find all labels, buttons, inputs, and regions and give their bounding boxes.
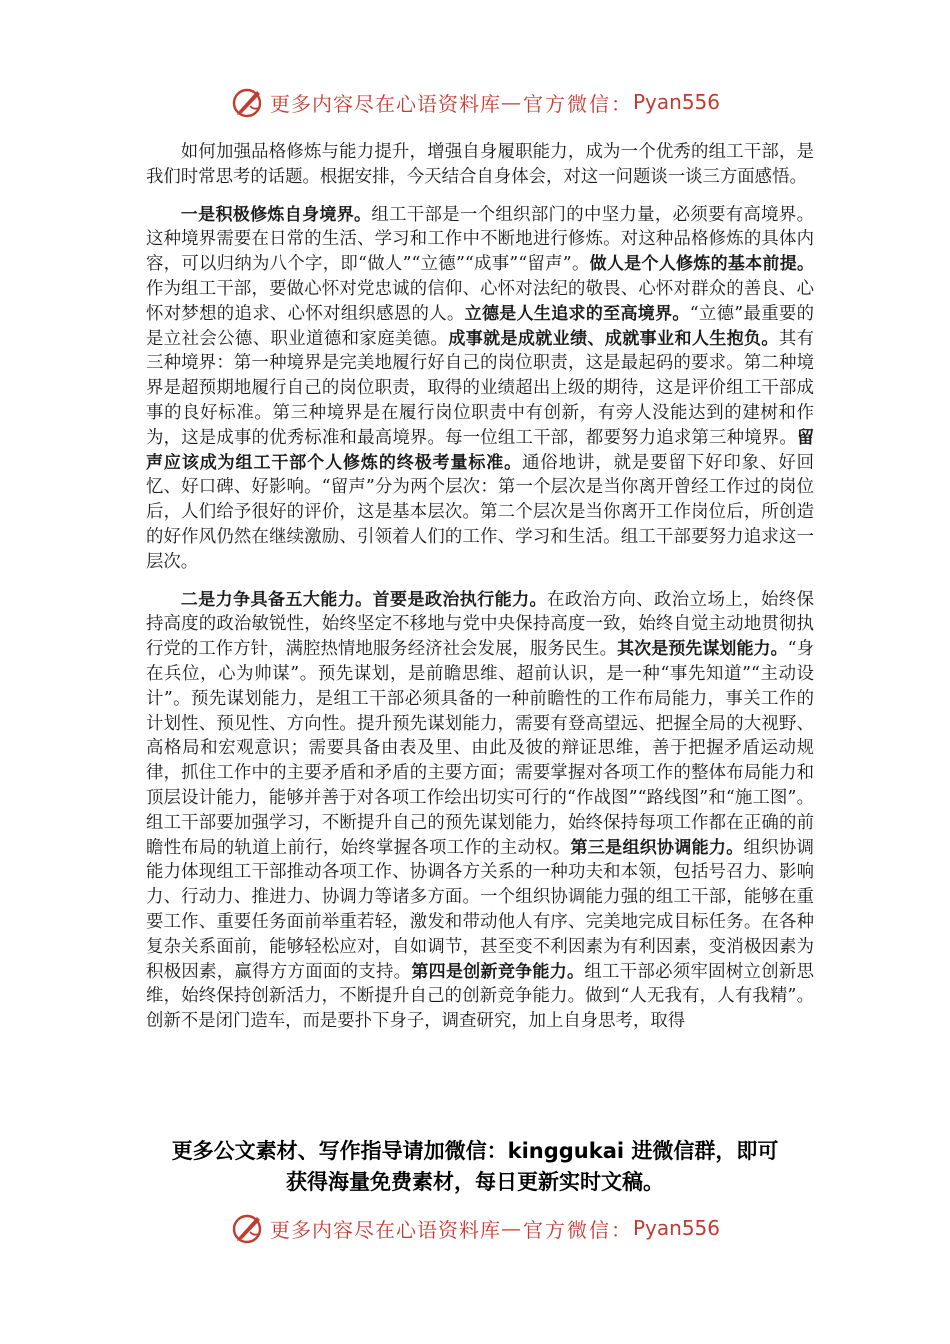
pen-logo-icon (230, 84, 266, 120)
watermark-header (0, 82, 950, 122)
promo-line-2: 获得海量免费素材，每日更新实时文稿。 (286, 1170, 664, 1194)
section-2-text-2: “身在兵位，心为帅谋”。预先谋划，是前瞻思维、超前认识，是一种“事先知道”“主动设计”。预先谋划能力，是组工干部必须具备的一种前瞻性的工作布局能力，事关工作的计划性、预见性、方向性。提升预先谋划能力，需要有登高望远、把握全局的大视野、高格局和宏观意识；需要具备由表及里、由此及彼的辩证思维，善于把握矛盾运动规律，抓住工作中的主要矛盾和矛盾的主要方面；需要掌握对各项工作的整体布局能力和顶层设计能力，能够并善于对各项工作绘出切实可行的“作战图”“路线图”和“施工图”。组工干部要加强学习，不断提升自己的预先谋划能力，始终保持每项工作都在正确的前瞻性布局的轨道上前行，始终掌握各项工作的主动权。 (146, 639, 814, 858)
section-2-bold-1: 其次是预先谋划能力。 (617, 639, 788, 660)
pen-logo-icon (230, 1210, 266, 1246)
section-2-paragraph (146, 588, 814, 1034)
section-1-text-3: “立德”最重要的是立社会公德、职业道德和家庭美德。 (146, 303, 814, 349)
watermark-official-label: 官方微信： (522, 91, 633, 116)
section-1-bold-2: 立德是人生追求的至高境界。 (464, 303, 690, 324)
section-1-paragraph (146, 203, 814, 575)
section-1-bold-1: 做人是个人修炼的基本前提。 (589, 254, 814, 275)
section-2-text-3: 组织协调能力体现组工干部推动各项工作、协调各方关系的一种功夫和本领，包括号召力、影响力、行动力、推进力、协调力等诸多方面。一个组织协调能力强的组工干部，能够在重要工作、重要任务面前举重若轻，激发和带动他人有序、完美地完成目标任务。在各种复杂关系面前，能够轻松应对，自如调节，甚至变不利因素为有利因素，变消极因素为积极因素，赢得方方面面的支持。 (146, 837, 814, 982)
watermark-main-text: 更多内容尽在心语资料库 (269, 91, 501, 116)
section-2-text-1: 在政治方向、政治立场上，始终保持高度的政治敏锐性，始终坚定不移地与党中央保持高度一致，始终自觉主动地贯彻执行党的工作方针，满腔热情地服务经济社会发展，服务民生。 (146, 589, 814, 660)
watermark-handle-footer: Pyan556 (632, 1216, 720, 1240)
watermark-dash: — (500, 90, 523, 114)
promo-banner (100, 1136, 850, 1198)
section-1-text-5: 通俗地讲，就是要留下好印象、好回忆、好口碑、好影响。“留声”分为两个层次：第一个层次是当你离开曾经工作过的岗位后，人们给予很好的评价，这是基本层次。第二个层次是当你离开工作岗位后，所创造的好作风仍然在继续激励、引领着人们的工作、学习和生活。组工干部要努力追求这一层次。 (146, 452, 815, 572)
watermark-logo (230, 84, 720, 120)
promo-line-1: 更多公文素材、写作指导请加微信：kinggukai 进微信群，即可 (171, 1139, 779, 1163)
watermark-handle: Pyan556 (632, 90, 720, 114)
section-1-bold-4: 留声应该成为组工干部个人修炼的终极考量标准。 (146, 427, 814, 473)
section-1-text-4: 其有三种境界：第一种境界是完美地履行好自己的岗位职责，这是最起码的要求。第二种境界是超预期地履行自己的岗位职责，取得的业绩超出上级的期待，这是评价组工干部成事的良好标准。第三种境界是在履行岗位职责中有创新，有旁人没能达到的建树和作为，这是成事的优秀标准和最高境界。每一位组工干部，都要努力追求第三种境界。 (146, 328, 814, 448)
section-1-text-1: 组工干部是一个组织部门的中坚力量，必须要有高境界。这种境界需要在日常的生活、学习和工作中不断地进行修炼。对这种品格修炼的具体内容，可以归纳为八个字，即“做人”“立德”“成事”“留声”。 (146, 204, 814, 275)
watermark-logo-footer (230, 1210, 720, 1246)
intro-paragraph (146, 140, 814, 190)
intro-text: 如何加强品格修炼与能力提升，增强自身履职能力，成为一个优秀的组工干部，是我们时常思考的话题。根据安排，今天结合自身体会，对这一问题谈一谈三方面感悟。 (146, 142, 814, 187)
section-2-bold-2: 第三是组织协调能力。 (570, 837, 744, 858)
section-2-heading: 二是力争具备五大能力。首要是政治执行能力。 (180, 589, 547, 610)
section-1-heading: 一是积极修炼自身境界。 (180, 204, 372, 225)
watermark-main-text-footer: 更多内容尽在心语资料库 (269, 1217, 501, 1242)
section-2-bold-3: 第四是创新竞争能力。 (411, 961, 585, 982)
section-1-bold-3: 成事就是成就业绩、成就事业和人生抱负。 (448, 328, 779, 349)
document-body (146, 140, 814, 1047)
watermark-footer (0, 1208, 950, 1248)
section-1-text-2: 作为组工干部，要做心怀对党忠诚的信仰、心怀对法纪的敬畏、心怀对群众的善良、心怀对梦想的追求、心怀对组织感恩的人。 (146, 278, 814, 324)
watermark-dash-footer: — (500, 1216, 523, 1240)
section-2-text-4: 组工干部必须牢固树立创新思维，始终保持创新活力，不断提升自己的创新竞争能力。做到“人无我有，人有我精”。创新不是闭门造车，而是要扑下身子，调查研究，加上自身思考，取得 (146, 961, 814, 1032)
watermark-official-label-footer: 官方微信： (522, 1217, 633, 1242)
